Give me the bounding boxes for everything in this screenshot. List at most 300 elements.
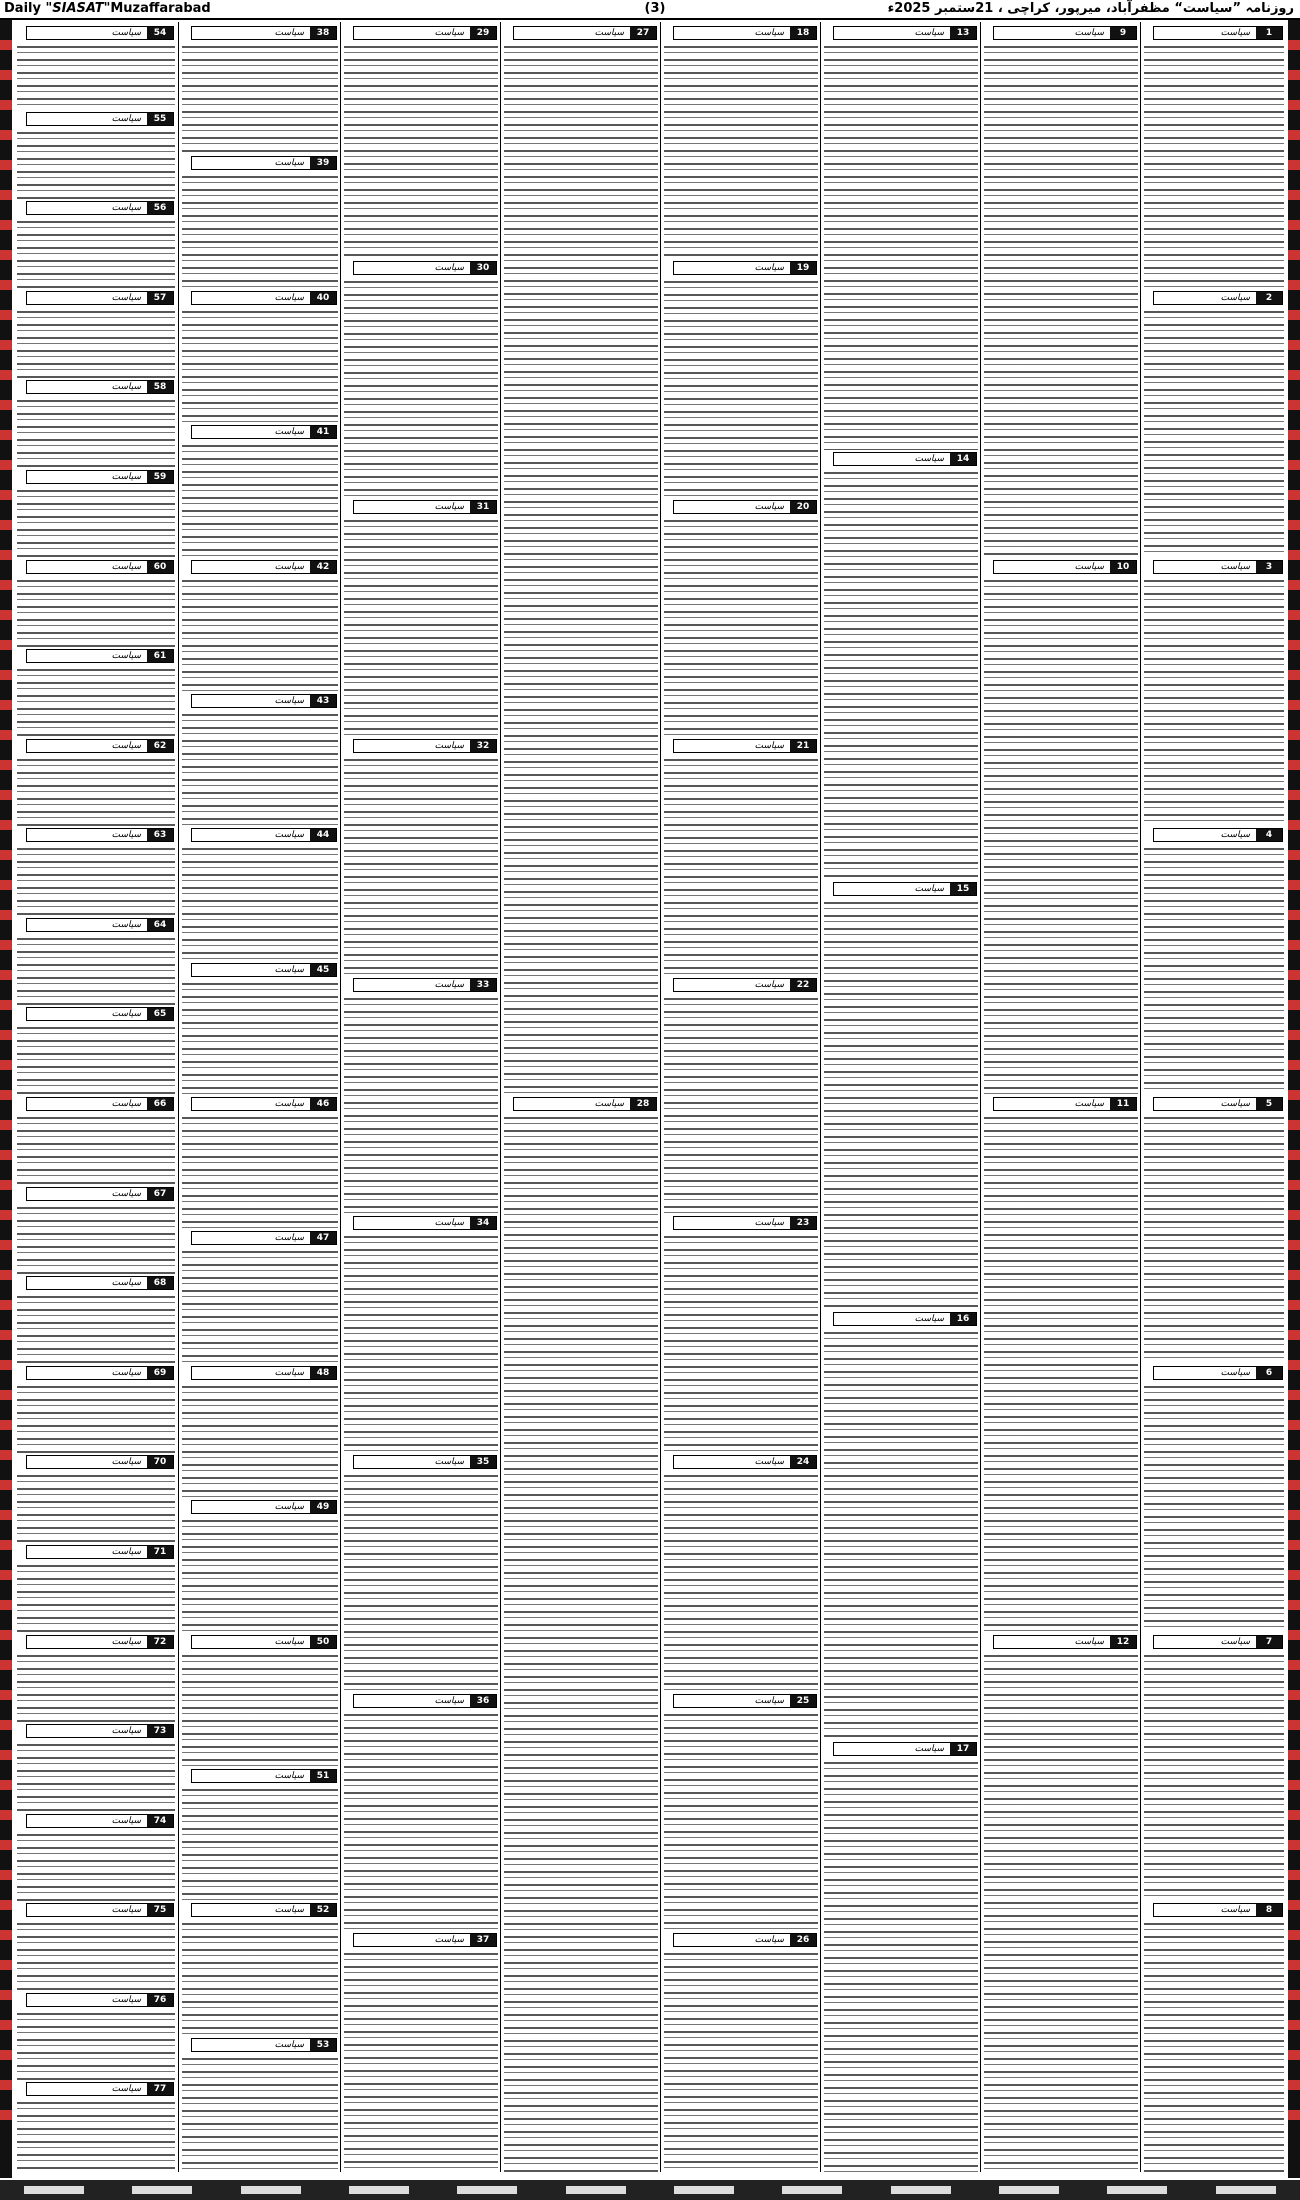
entry-number-box xyxy=(833,882,977,896)
entry-box-label: سیاست xyxy=(594,1099,624,1109)
article-text-block xyxy=(344,994,498,1214)
entry-number: 68 xyxy=(147,1277,173,1289)
article-text-block xyxy=(504,1113,658,2172)
entry-box-label: سیاست xyxy=(111,562,141,572)
entry-number: 48 xyxy=(310,1367,336,1379)
entry-number-box xyxy=(26,26,174,40)
border-tile xyxy=(0,910,12,920)
border-tile xyxy=(1288,2020,1300,2030)
entry-number-box xyxy=(353,978,497,992)
border-tile xyxy=(0,1510,12,1520)
entry-box-label: سیاست xyxy=(111,382,141,392)
border-tile xyxy=(0,1630,12,1640)
article-text-block xyxy=(664,1232,818,1453)
article-text-block xyxy=(664,1710,818,1931)
entry-box-label: سیاست xyxy=(111,2084,141,2094)
entry-box-label: سیاست xyxy=(434,741,464,751)
border-tile xyxy=(0,2110,12,2120)
border-tile xyxy=(1288,700,1300,710)
article-text-block xyxy=(17,844,175,916)
entry-box-label: سیاست xyxy=(111,1099,141,1109)
border-tile xyxy=(0,520,12,530)
border-tile xyxy=(1288,250,1300,260)
border-tile xyxy=(1288,1780,1300,1790)
border-tile xyxy=(0,700,12,710)
entry-number: 10 xyxy=(1110,561,1136,573)
page-number: (3) xyxy=(644,1,666,16)
entry-box-label: سیاست xyxy=(914,1744,944,1754)
border-tile xyxy=(0,1060,12,1070)
entry-number-box xyxy=(353,1694,497,1708)
article-text-block xyxy=(984,576,1138,1095)
article-text-block xyxy=(182,576,338,692)
entry-box-label: سیاست xyxy=(111,1816,141,1826)
border-tile xyxy=(0,970,12,980)
entry-number-box xyxy=(191,694,337,708)
article-text-block xyxy=(182,441,338,558)
entry-number-box xyxy=(26,1814,174,1828)
entry-number-box xyxy=(353,1455,497,1469)
article-text-block xyxy=(1144,576,1284,826)
border-tile xyxy=(1288,550,1300,560)
entry-number-box xyxy=(833,1312,977,1326)
border-tile xyxy=(0,730,12,740)
entry-number: 39 xyxy=(310,157,336,169)
entry-number: 9 xyxy=(1110,27,1136,39)
border-tile xyxy=(1288,1570,1300,1580)
border-tile xyxy=(1288,1900,1300,1910)
article-text-block xyxy=(182,307,338,423)
entry-number-box xyxy=(26,560,174,574)
article-text-block xyxy=(17,1471,175,1543)
name-prefix: Daily " xyxy=(4,1,53,16)
entry-box-label: سیاست xyxy=(274,965,304,975)
entry-number: 69 xyxy=(147,1367,173,1379)
article-text-block xyxy=(344,755,498,976)
entry-box-label: سیاست xyxy=(274,158,304,168)
entry-box-label: سیاست xyxy=(274,28,304,38)
article-text-block xyxy=(824,42,978,450)
entry-number: 60 xyxy=(147,561,173,573)
article-text-block xyxy=(824,1758,978,2172)
entry-box-label: سیاست xyxy=(1074,28,1104,38)
entry-box-label: سیاست xyxy=(111,1726,141,1736)
border-tile xyxy=(0,1270,12,1280)
entry-number: 25 xyxy=(790,1695,816,1707)
border-tile xyxy=(1288,1930,1300,1940)
article-text-block xyxy=(824,468,978,880)
article-text-block xyxy=(664,755,818,976)
entry-number: 24 xyxy=(790,1456,816,1468)
entry-number: 30 xyxy=(470,262,496,274)
border-tile xyxy=(1288,760,1300,770)
article-text-block xyxy=(344,277,498,498)
article-text-block xyxy=(344,516,498,737)
entry-number-box xyxy=(26,380,174,394)
entry-number: 4 xyxy=(1256,829,1282,841)
border-tile xyxy=(1288,40,1300,50)
border-tile xyxy=(0,130,12,140)
entry-number-box xyxy=(1153,1366,1283,1380)
strip-tile xyxy=(457,2186,517,2194)
newspaper-name-urdu: روزنامہ ”سیاست“ مظفرآباد، میرپور، کراچی ، 21ستمبر 2025ء xyxy=(887,1,1294,16)
article-text-block xyxy=(17,486,175,558)
entry-number: 66 xyxy=(147,1098,173,1110)
article-text-block xyxy=(17,217,175,289)
entry-number: 57 xyxy=(147,292,173,304)
entry-box-label: سیاست xyxy=(111,28,141,38)
article-text-block xyxy=(182,1919,338,2036)
entry-number-box xyxy=(26,1366,174,1380)
entry-box-label: سیاست xyxy=(1220,1905,1250,1915)
border-tile xyxy=(1288,1690,1300,1700)
strip-tile xyxy=(999,2186,1059,2194)
entry-number: 15 xyxy=(950,883,976,895)
border-tile xyxy=(0,490,12,500)
border-tile xyxy=(0,250,12,260)
text-column xyxy=(660,22,821,2172)
entry-number-box xyxy=(26,1635,174,1649)
entry-box-label: سیاست xyxy=(274,293,304,303)
article-text-block xyxy=(504,42,658,1095)
entry-number-box xyxy=(1153,1903,1283,1917)
border-tile xyxy=(0,880,12,890)
entry-number-box xyxy=(191,560,337,574)
entry-number: 52 xyxy=(310,1904,336,1916)
border-tile xyxy=(1288,190,1300,200)
entry-number-box xyxy=(26,739,174,753)
article-text-block xyxy=(344,42,498,259)
border-tile xyxy=(1288,610,1300,620)
article-text-block xyxy=(344,1471,498,1692)
border-tile xyxy=(1288,1630,1300,1640)
entry-box-label: سیاست xyxy=(1220,562,1250,572)
entry-number-box xyxy=(673,739,817,753)
border-tile xyxy=(0,1360,12,1370)
entry-box-label: سیاست xyxy=(111,1009,141,1019)
border-tile xyxy=(0,1750,12,1760)
entry-box-label: سیاست xyxy=(754,1696,784,1706)
border-tile xyxy=(0,2080,12,2090)
article-text-block xyxy=(17,934,175,1005)
entry-number-box xyxy=(353,1933,497,1947)
article-text-block xyxy=(344,1232,498,1453)
border-tile xyxy=(0,2050,12,2060)
article-text-block xyxy=(984,42,1138,558)
entry-number-box xyxy=(673,1216,817,1230)
entry-number: 13 xyxy=(950,27,976,39)
entry-number-box xyxy=(26,1187,174,1201)
article-text-block xyxy=(17,1919,175,1991)
entry-number: 29 xyxy=(470,27,496,39)
entry-box-label: سیاست xyxy=(111,651,141,661)
entry-number: 31 xyxy=(470,501,496,513)
entry-number-box xyxy=(1153,1097,1283,1111)
entry-number: 17 xyxy=(950,1743,976,1755)
entry-box-label: سیاست xyxy=(914,28,944,38)
article-text-block xyxy=(1144,1651,1284,1901)
entry-number: 37 xyxy=(470,1934,496,1946)
article-text-block xyxy=(664,1949,818,2172)
entry-number: 22 xyxy=(790,979,816,991)
entry-number-box xyxy=(26,1903,174,1917)
border-tile xyxy=(1288,340,1300,350)
entry-box-label: سیاست xyxy=(754,502,784,512)
border-tile xyxy=(1288,160,1300,170)
border-tile xyxy=(1288,1060,1300,1070)
entry-number-box xyxy=(26,1007,174,1021)
entry-box-label: سیاست xyxy=(274,1502,304,1512)
entry-number-box xyxy=(26,291,174,305)
article-text-block xyxy=(17,1113,175,1185)
border-tile xyxy=(1288,670,1300,680)
article-text-block xyxy=(182,1247,338,1364)
border-tile xyxy=(0,430,12,440)
entry-box-label: سیاست xyxy=(274,2040,304,2050)
border-tile xyxy=(1288,220,1300,230)
entry-box-label: سیاست xyxy=(111,830,141,840)
article-text-block xyxy=(1144,1382,1284,1633)
border-tile xyxy=(0,190,12,200)
entry-number-box xyxy=(26,470,174,484)
border-tile xyxy=(0,1120,12,1130)
entry-number-box xyxy=(191,1097,337,1111)
border-tile xyxy=(0,160,12,170)
text-column xyxy=(340,22,501,2172)
border-tile xyxy=(1288,1450,1300,1460)
entry-box-label: سیاست xyxy=(594,28,624,38)
article-text-block xyxy=(17,1382,175,1453)
article-text-block xyxy=(17,2098,175,2172)
entry-box-label: سیاست xyxy=(1220,830,1250,840)
entry-number-box xyxy=(26,2082,174,2096)
entry-box-label: سیاست xyxy=(914,1314,944,1324)
article-text-block xyxy=(1144,1113,1284,1364)
entry-number: 62 xyxy=(147,740,173,752)
border-tile xyxy=(0,1150,12,1160)
entry-number: 45 xyxy=(310,964,336,976)
article-text-block xyxy=(17,1292,175,1364)
article-text-block xyxy=(182,1785,338,1901)
entry-box-label: سیاست xyxy=(1074,562,1104,572)
entry-number: 40 xyxy=(310,292,336,304)
border-tile xyxy=(1288,1210,1300,1220)
article-text-block xyxy=(182,42,338,154)
entry-number-box xyxy=(353,26,497,40)
border-tile xyxy=(0,1690,12,1700)
entry-box-label: سیاست xyxy=(274,427,304,437)
border-tile xyxy=(0,640,12,650)
border-tile xyxy=(0,1840,12,1850)
entry-number: 75 xyxy=(147,1904,173,1916)
article-text-block xyxy=(182,844,338,961)
border-tile xyxy=(1288,940,1300,950)
entry-box-label: سیاست xyxy=(1220,1099,1250,1109)
entry-box-label: سیاست xyxy=(111,293,141,303)
entry-box-label: سیاست xyxy=(754,1218,784,1228)
text-column xyxy=(14,22,178,2172)
border-tile xyxy=(1288,130,1300,140)
entry-number-box xyxy=(513,1097,657,1111)
entry-box-label: سیاست xyxy=(274,696,304,706)
entry-number: 74 xyxy=(147,1815,173,1827)
border-tile xyxy=(1288,1360,1300,1370)
entry-box-label: سیاست xyxy=(111,1368,141,1378)
entry-box-label: سیاست xyxy=(1220,1368,1250,1378)
entry-number-box xyxy=(191,828,337,842)
border-tile xyxy=(1288,1510,1300,1520)
entry-box-label: سیاست xyxy=(111,1995,141,2005)
article-text-block xyxy=(1144,844,1284,1095)
entry-number-box xyxy=(26,649,174,663)
entry-number: 46 xyxy=(310,1098,336,1110)
entry-number-box xyxy=(191,425,337,439)
entry-number-box xyxy=(353,261,497,275)
article-text-block xyxy=(17,755,175,826)
entry-box-label: سیاست xyxy=(274,1368,304,1378)
entry-number-box xyxy=(1153,1635,1283,1649)
entry-box-label: سیاست xyxy=(434,502,464,512)
entry-number-box xyxy=(191,1231,337,1245)
border-tile xyxy=(1288,730,1300,740)
entry-box-label: سیاست xyxy=(754,1935,784,1945)
strip-tile xyxy=(674,2186,734,2194)
article-text-block xyxy=(182,1382,338,1498)
entry-number: 35 xyxy=(470,1456,496,1468)
entry-number: 18 xyxy=(790,27,816,39)
article-text-block xyxy=(17,1561,175,1633)
entry-number-box xyxy=(1153,291,1283,305)
entry-box-label: سیاست xyxy=(274,1099,304,1109)
entry-number: 8 xyxy=(1256,1904,1282,1916)
entry-box-label: سیاست xyxy=(274,1637,304,1647)
entry-number-box xyxy=(191,291,337,305)
border-tile xyxy=(1288,70,1300,80)
entry-number-box xyxy=(26,828,174,842)
article-text-block xyxy=(664,1471,818,1692)
entry-number: 41 xyxy=(310,426,336,438)
article-text-block xyxy=(17,1203,175,1274)
border-tile xyxy=(0,460,12,470)
entry-box-label: سیاست xyxy=(111,1278,141,1288)
border-tile xyxy=(0,760,12,770)
entry-number: 38 xyxy=(310,27,336,39)
article-text-block xyxy=(17,307,175,378)
entry-box-label: سیاست xyxy=(754,980,784,990)
border-tile xyxy=(0,1240,12,1250)
entry-number-box xyxy=(353,1216,497,1230)
entry-number: 65 xyxy=(147,1008,173,1020)
border-tile xyxy=(1288,820,1300,830)
border-tile xyxy=(0,1900,12,1910)
entry-number-box xyxy=(191,1903,337,1917)
entry-number-box xyxy=(833,1742,977,1756)
entry-number: 6 xyxy=(1256,1367,1282,1379)
entry-number-box xyxy=(26,1993,174,2007)
border-tile xyxy=(1288,1090,1300,1100)
entry-box-label: سیاست xyxy=(1074,1099,1104,1109)
border-tile xyxy=(1288,1660,1300,1670)
article-text-block xyxy=(664,994,818,1214)
article-text-block xyxy=(17,1023,175,1095)
border-tile xyxy=(1288,1150,1300,1160)
border-tile xyxy=(1288,880,1300,890)
entry-box-label: سیاست xyxy=(111,114,141,124)
article-text-block xyxy=(182,710,338,826)
border-tile xyxy=(0,1660,12,1670)
entry-number: 56 xyxy=(147,202,173,214)
entry-box-label: سیاست xyxy=(434,263,464,273)
entry-number-box xyxy=(191,156,337,170)
border-tile xyxy=(0,340,12,350)
entry-box-label: سیاست xyxy=(754,741,784,751)
border-tile xyxy=(0,940,12,950)
entry-box-label: سیاست xyxy=(111,741,141,751)
border-tile xyxy=(0,1990,12,2000)
text-column xyxy=(178,22,341,2172)
border-tile xyxy=(1288,2080,1300,2090)
article-text-block xyxy=(182,1651,338,1767)
border-tile xyxy=(1288,640,1300,650)
article-text-block xyxy=(182,172,338,289)
article-text-block xyxy=(984,1113,1138,1633)
article-text-block xyxy=(824,1328,978,1740)
entry-number: 73 xyxy=(147,1725,173,1737)
entry-number: 14 xyxy=(950,453,976,465)
text-column xyxy=(1140,22,1287,2172)
entry-number-box xyxy=(993,1097,1137,1111)
entry-number-box xyxy=(513,26,657,40)
article-text-block xyxy=(344,1710,498,1931)
entry-box-label: سیاست xyxy=(274,1233,304,1243)
border-tile xyxy=(0,1600,12,1610)
border-tile xyxy=(0,580,12,590)
border-tile xyxy=(0,610,12,620)
border-tile xyxy=(0,1300,12,1310)
entry-number-box xyxy=(26,1545,174,1559)
entry-number-box xyxy=(993,560,1137,574)
entry-number: 63 xyxy=(147,829,173,841)
entry-number: 64 xyxy=(147,919,173,931)
entry-number-box xyxy=(191,26,337,40)
border-tile xyxy=(1288,2110,1300,2120)
entry-number: 12 xyxy=(1110,1636,1136,1648)
brand-name: SIASAT xyxy=(52,1,104,16)
entry-box-label: سیاست xyxy=(434,1696,464,1706)
entry-number-box xyxy=(993,1635,1137,1649)
entry-number-box xyxy=(191,963,337,977)
entry-number-box xyxy=(833,26,977,40)
border-tile xyxy=(1288,1750,1300,1760)
entry-box-label: سیاست xyxy=(1220,293,1250,303)
article-text-block xyxy=(17,396,175,468)
entry-number: 47 xyxy=(310,1232,336,1244)
border-tile xyxy=(1288,400,1300,410)
entry-box-label: سیاست xyxy=(274,830,304,840)
entry-box-label: سیاست xyxy=(434,1218,464,1228)
entry-number-box xyxy=(26,1276,174,1290)
border-tile xyxy=(0,70,12,80)
entry-box-label: سیاست xyxy=(111,472,141,482)
border-tile xyxy=(1288,1420,1300,1430)
entry-box-label: سیاست xyxy=(111,203,141,213)
border-tile xyxy=(1288,790,1300,800)
name-suffix: "Muzaffarabad xyxy=(103,1,211,16)
entry-number: 50 xyxy=(310,1636,336,1648)
border-tile xyxy=(1288,460,1300,470)
masthead xyxy=(0,0,1300,20)
border-tile xyxy=(0,100,12,110)
